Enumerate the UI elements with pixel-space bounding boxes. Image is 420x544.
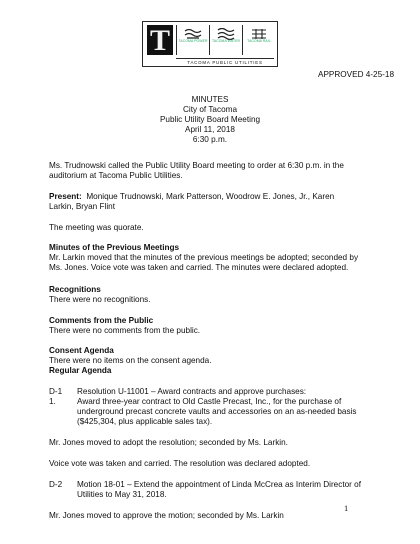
heading-line-3: Public Utility Board Meeting xyxy=(159,115,261,124)
d1-moved-text: Mr. Jones moved to adopt the resolution; seconded by Ms. Larkin. xyxy=(49,438,288,447)
tacoma-public-utilities-logo xyxy=(142,21,278,67)
heading-line-2: City of Tacoma xyxy=(183,105,237,114)
consent-section xyxy=(49,346,359,366)
regular-section xyxy=(49,366,359,376)
consent-text: There were no items on the consent agenda. xyxy=(49,356,212,366)
logo-t-mark: T xyxy=(147,25,173,55)
d1-sub-number: 1. xyxy=(49,397,56,406)
regular-heading: Regular Agenda xyxy=(49,366,112,375)
intro-paragraph xyxy=(49,161,359,181)
agenda-item-d2 xyxy=(49,480,359,502)
d2-moved-paragraph xyxy=(49,511,359,521)
d2-text: Motion 18-01 – Extend the appointment of Linda McCrea as Interim Director of Utilities to May 31, 2018. xyxy=(77,480,361,500)
intro-text: Ms. Trudnowski called the Public Utility Board meeting to order at 6:30 p.m. in the auditorium at Tacoma Public Utilities. xyxy=(49,161,344,181)
d1-sub-text: Award three-year contract to Old Castle Precast, Inc., for the purchase of underground precast concrete vaults and accessories on an as-needed basis ($425,304, plus applicable sales tax). xyxy=(77,397,357,427)
minutes-text: Mr. Larkin moved that the minutes of the previous meetings be adopted; seconded by Ms. Jones. Voice vote was taken and carried. The minutes were declared adopted. xyxy=(49,253,359,273)
present-label: Present: xyxy=(49,192,82,201)
d1-text: Resolution U-11001 – Award contracts and approve purchases: xyxy=(77,387,307,396)
page-number: 1 xyxy=(344,504,349,513)
heading-line-4: April 11, 2018 xyxy=(185,125,235,134)
minutes-section xyxy=(49,243,359,274)
comments-heading: Comments from the Public xyxy=(49,316,154,325)
quorate-paragraph xyxy=(49,223,359,233)
recognitions-heading: Recognitions xyxy=(49,285,101,294)
d2-moved-text: Mr. Jones moved to approve the motion; seconded by Ms. Larkin xyxy=(49,511,284,520)
heading-line-5: 6:30 p.m. xyxy=(192,135,228,144)
logo-power-label: TACOMA POWER xyxy=(178,39,208,43)
logo-water-cell xyxy=(209,25,242,55)
agenda-item-d1-sub xyxy=(49,397,359,429)
logo-power-cell xyxy=(176,25,209,55)
logo-bar-text: TACOMA PUBLIC UTILITIES xyxy=(176,58,274,66)
present-paragraph xyxy=(49,192,359,212)
d2-number: D-2 xyxy=(49,480,63,489)
present-line xyxy=(49,192,359,212)
logo-water-label: TACOMA WATER xyxy=(211,39,241,43)
approved-stamp: APPROVED 4-25-18 xyxy=(318,70,394,79)
present-names: Monique Trudnowski, Mark Patterson, Woodrow E. Jones, Jr., Karen Larkin, Bryan Flint xyxy=(49,192,335,212)
d1-number: D-1 xyxy=(49,387,63,396)
recognitions-section xyxy=(49,285,359,305)
comments-section xyxy=(49,316,359,336)
logo-cells xyxy=(176,25,275,55)
d1-vote-paragraph xyxy=(49,459,359,469)
recognitions-text: There were no recognitions. xyxy=(49,295,151,305)
comments-text: There were no comments from the public. xyxy=(49,326,201,336)
consent-heading: Consent Agenda xyxy=(49,346,114,355)
heading-line-1: MINUTES xyxy=(191,95,229,104)
logo-rail-label: TACOMA RAIL xyxy=(247,39,271,43)
logo-rail-cell xyxy=(242,25,275,55)
document-heading xyxy=(0,95,420,145)
quorate-text: The meeting was quorate. xyxy=(49,223,144,232)
minutes-heading: Minutes of the Previous Meetings xyxy=(49,243,180,252)
d1-moved-paragraph xyxy=(49,438,359,448)
d1-vote-text: Voice vote was taken and carried. The resolution was declared adopted. xyxy=(49,459,311,468)
